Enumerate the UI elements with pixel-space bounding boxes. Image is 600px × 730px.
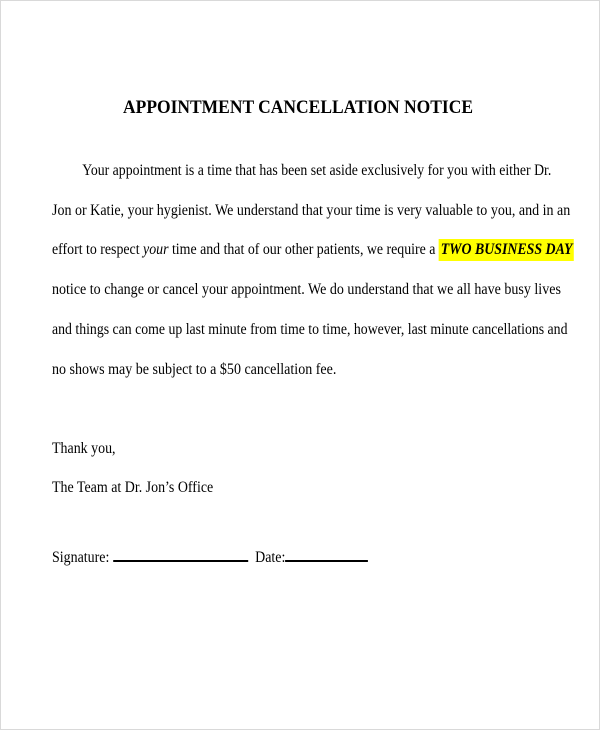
thank-you-text: Thank you, (52, 440, 116, 457)
closing-block (52, 429, 231, 507)
body-line-3-middle: time and that of our other patients, we require a (168, 241, 439, 259)
page-title: APPOINTMENT CANCELLATION NOTICE (123, 97, 473, 118)
signature-row (52, 546, 368, 567)
body-line-3 (52, 230, 573, 270)
body-line-1: Your appointment is a time that has been set aside exclusively for you with either Dr. (82, 162, 552, 179)
date-blank-line[interactable] (285, 546, 368, 562)
emphasis-your: your (143, 241, 169, 259)
signature-label: Signature: (52, 549, 110, 566)
body-line-3-start: effort to respect (52, 241, 144, 259)
signature-blank-line[interactable] (113, 546, 248, 562)
body-line-2: Jon or Katie, your hygienist. We understand that your time is very valuable to you, and in an (52, 201, 571, 219)
body-line-6: no shows may be subject to a $50 cancellation fee. (52, 360, 337, 378)
body-line-4: notice to change or cancel your appointment. We do understand that we all have busy lives (52, 281, 561, 299)
date-label: Date: (255, 549, 286, 566)
notice-body (52, 151, 573, 389)
body-line-5: and things can come up last minute from time to time, however, last minute cancellations and (52, 320, 568, 338)
signoff-text: The Team at Dr. Jon’s Office (52, 479, 214, 496)
highlighted-two-business-day: TWO BUSINESS DAY (439, 239, 574, 261)
